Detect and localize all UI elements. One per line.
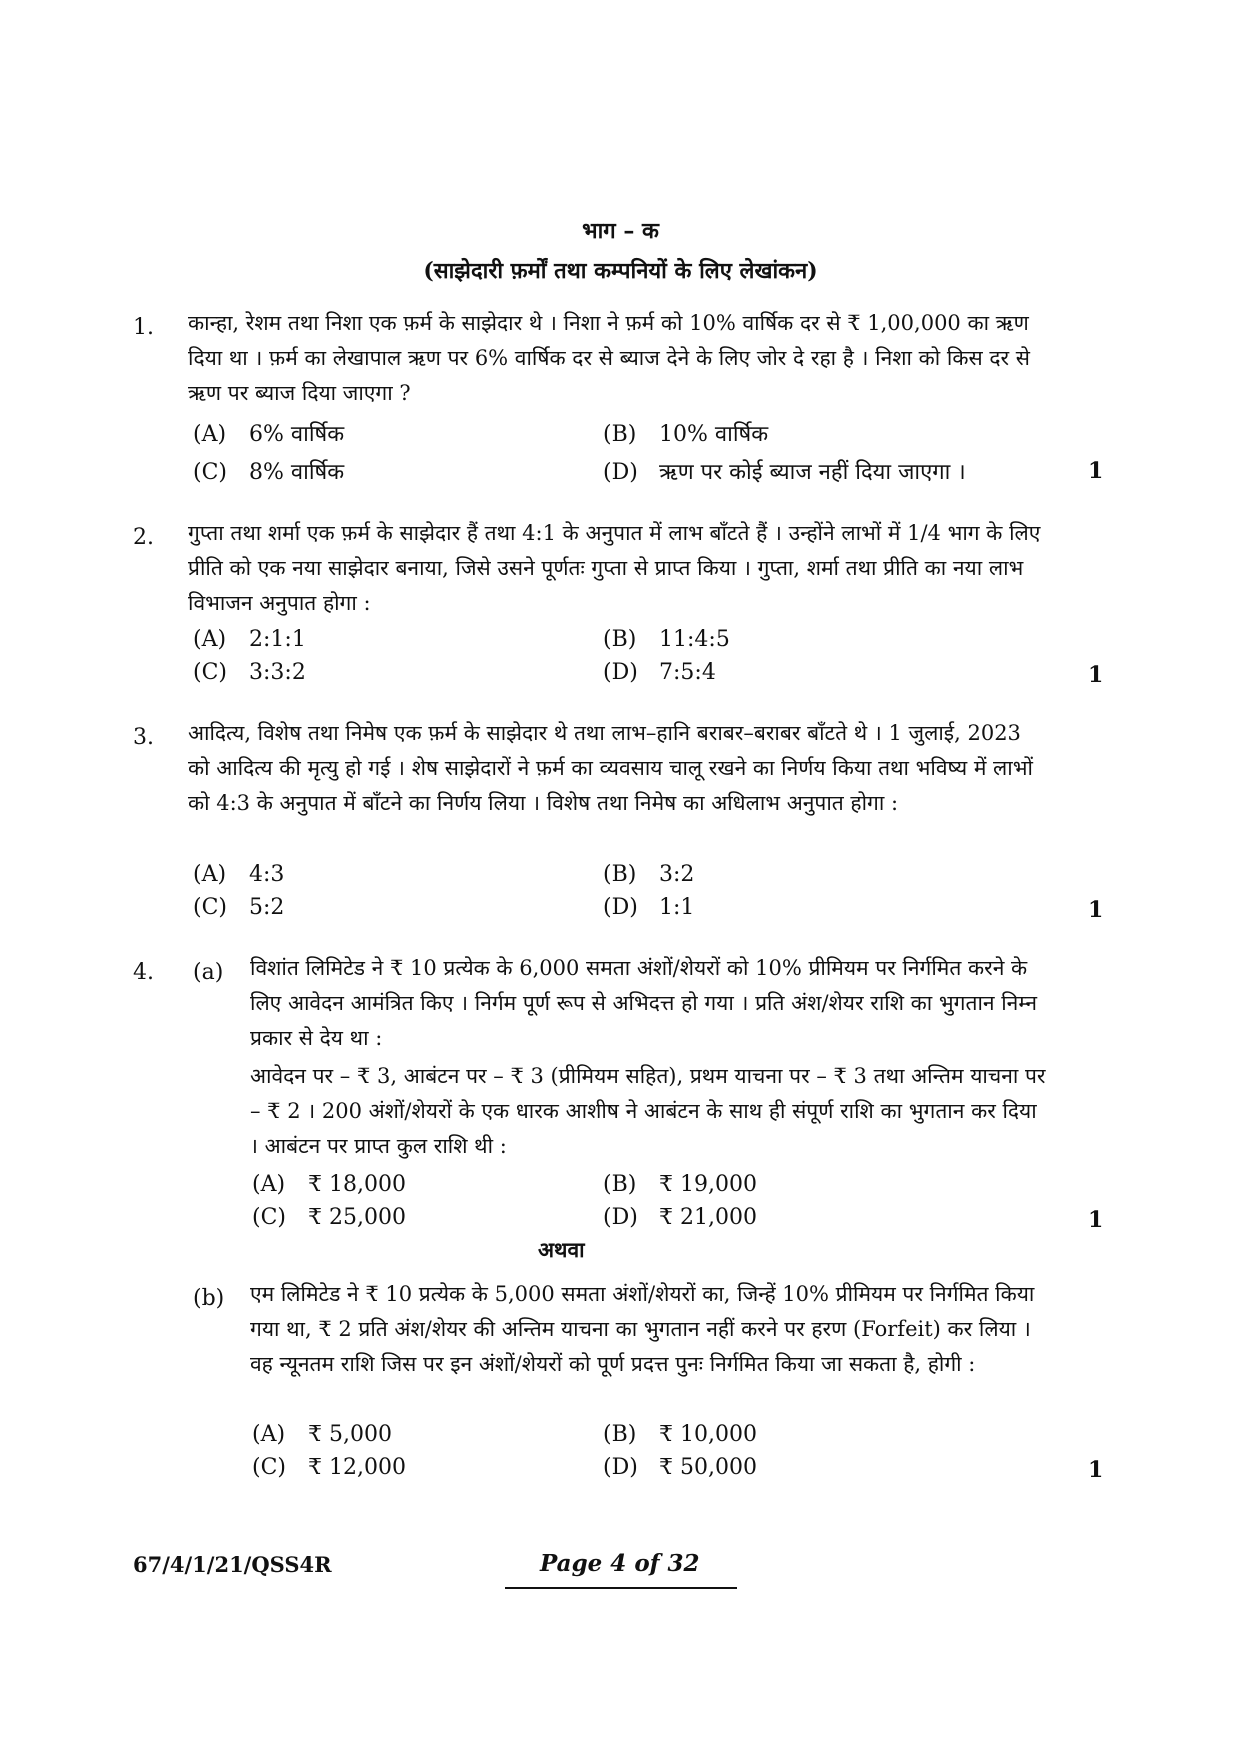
option-b: (B) 10% वार्षिक <box>603 422 769 447</box>
option-d: (D) ₹ 50,000 <box>603 1455 757 1480</box>
option-c: (C) 5:2 <box>193 895 285 920</box>
question-text: आदित्य, विशेष तथा निमेष एक फ़र्म के साझेदार थे तथा लाभ–हानि बराबर–बराबर बाँटते थे । 1 जुलाई, 2023 को आदित्य की मृत्यु हो गई । शेष साझेदारों ने फ़र्म का व्यवसाय चालू रखने का निर्णय किया तथा भविष्य में लाभों को 4:3 के अनुपात में बाँटने का निर्णय लिया । विशेष तथा निमेष का अधिलाभ अनुपात होगा : <box>188 721 1033 815</box>
part-label: (a) <box>193 960 224 985</box>
section-title: भाग – क <box>582 218 659 244</box>
option-c: (C) ₹ 12,000 <box>252 1455 406 1480</box>
marks: 1 <box>1088 1207 1104 1233</box>
marks: 1 <box>1088 1457 1104 1483</box>
page-number: Page 4 of 32 <box>540 1550 700 1577</box>
option-b: (B) 3:2 <box>603 862 695 887</box>
option-b: (B) ₹ 19,000 <box>603 1172 757 1197</box>
option-a: (A) 2:1:1 <box>193 627 306 652</box>
question-text: विशांत लिमिटेड ने ₹ 10 प्रत्येक के 6,000 समता अंशों/शेयरों को 10% प्रीमियम पर निर्गमित करने के लिए आवेदन आमंत्रित किए । निर्गम पूर्ण रूप से अभिदत्त हो गया । प्रति अंश/शेयर राशि का भुगतान निम्न प्रकार से देय था : <box>250 956 1038 1050</box>
section-subtitle: (साझेदारी फ़र्मों तथा कम्पनियों के लिए लेखांकन) <box>423 258 818 284</box>
option-a: (A) 6% वार्षिक <box>193 422 345 447</box>
question-text-continued: आवेदन पर – ₹ 3, आबंटन पर – ₹ 3 (प्रीमियम सहित), प्रथम याचना पर – ₹ 3 तथा अन्तिम याचना पर – ₹ 2 । 200 अंशों/शेयरों के एक धारक आशीष ने आबंटन के साथ ही संपूर्ण राशि का भुगतान कर दिया । आबंटन पर प्राप्त कुल राशि थी : <box>250 1064 1046 1158</box>
option-b: (B) 11:4:5 <box>603 627 730 652</box>
option-d: (D) ₹ 21,000 <box>603 1205 757 1230</box>
option-c: (C) ₹ 25,000 <box>252 1205 406 1230</box>
option-a: (A) ₹ 18,000 <box>252 1172 406 1197</box>
option-b: (B) ₹ 10,000 <box>603 1422 757 1447</box>
option-c: (C) 3:3:2 <box>193 660 306 685</box>
marks: 1 <box>1088 897 1104 923</box>
option-d: (D) 7:5:4 <box>603 660 716 685</box>
marks: 1 <box>1088 458 1104 484</box>
paper-code: 67/4/1/21/QSS4R <box>133 1552 332 1577</box>
question-number: 2. <box>133 525 154 550</box>
option-d: (D) 1:1 <box>603 895 695 920</box>
option-a: (A) ₹ 5,000 <box>252 1422 392 1447</box>
part-label: (b) <box>193 1286 225 1311</box>
marks: 1 <box>1088 662 1104 688</box>
footer-underline <box>505 1587 737 1589</box>
question-text: गुप्ता तथा शर्मा एक फ़र्म के साझेदार हैं तथा 4:1 के अनुपात में लाभ बाँटते हैं । उन्होंने लाभों में 1/4 भाग के लिए प्रीति को एक नया साझेदार बनाया, जिसे उसने पूर्णतः गुप्ता से प्राप्त किया । गुप्ता, शर्मा तथा प्रीति का नया लाभ विभाजन अनुपात होगा : <box>188 521 1041 615</box>
question-number: 3. <box>133 725 154 750</box>
question-text: एम लिमिटेड ने ₹ 10 प्रत्येक के 5,000 समता अंशों/शेयरों का, जिन्हें 10% प्रीमियम पर निर्गमित किया गया था, ₹ 2 प्रति अंश/शेयर की अन्तिम याचना का भुगतान नहीं करने पर हरण (Forfeit) कर लिया । वह न्यूनतम राशि जिस पर इन अंशों/शेयरों को पूर्ण प्रदत्त पुनः निर्गमित किया जा सकता है, होगी : <box>250 1282 1035 1376</box>
option-a: (A) 4:3 <box>193 862 285 887</box>
question-text: कान्हा, रेशम तथा निशा एक फ़र्म के साझेदार थे । निशा ने फ़र्म को 10% वार्षिक दर से ₹ 1,00,000 का ऋण दिया था । फ़र्म का लेखापाल ऋण पर 6% वार्षिक दर से ब्याज देने के लिए जोर दे रहा है । निशा को किस दर से ऋण पर ब्याज दिया जाएगा ? <box>188 311 1030 405</box>
option-d: (D) ऋण पर कोई ब्याज नहीं दिया जाएगा । <box>603 460 966 485</box>
option-c: (C) 8% वार्षिक <box>193 460 345 485</box>
question-number: 4. <box>133 960 154 985</box>
question-number: 1. <box>133 315 154 340</box>
or-divider: अथवा <box>538 1237 585 1262</box>
